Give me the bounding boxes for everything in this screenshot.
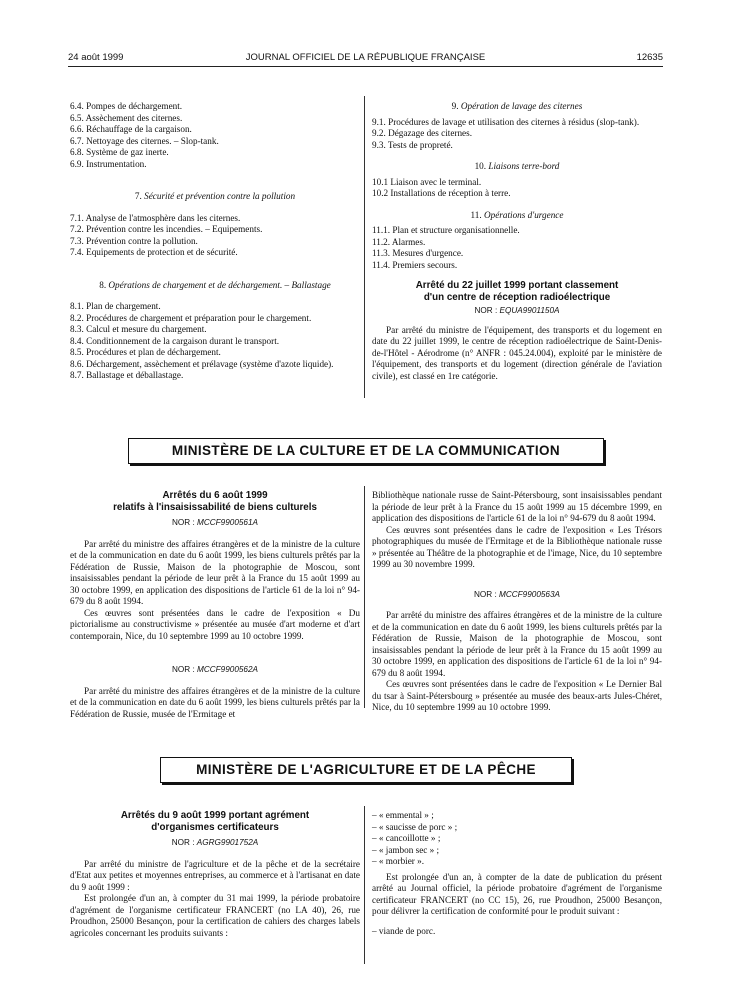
list-item: 6.6. Réchauffage de la cargaison. xyxy=(70,124,192,134)
list-item: 6.8. Système de gaz inerte. xyxy=(70,147,169,157)
arrete-body: Par arrêté du ministre de l'équipement, des transports et du logement en date du 22 juillet 1999, le centre de réception radioélectrique de Saint-Denis-de-l'Hôtel - Aérodrome (n° ANFR : 045.24.004), exploité par le ministère de l'équipement, des transports et du logement (direction générale de l'aviation civile), est classé en 1re catégorie. xyxy=(372,324,662,381)
list-item: 7.2. Prévention contre les incendies. – Equipements. xyxy=(70,224,263,234)
section-heading: 9. Opération de lavage des citernes xyxy=(451,101,583,111)
section-heading: 7. Sécurité et prévention contre la pollution xyxy=(134,191,296,201)
list-item: 7.4. Equipements de protection et de sécurité. xyxy=(70,247,238,257)
list-item: – « saucisse de porc » ; xyxy=(372,821,458,832)
agri-left-column xyxy=(70,810,360,939)
list-item: 6.4. Pompes de déchargement. xyxy=(70,101,183,111)
paragraph: Par arrêté du ministre des affaires étrangères et de la ministre de la culture et de la communication en date du 6 août 1999, les biens culturels prêtés par la Fédération de Russie, Maison de la photographie de Moscou, sont insaisissables pendant la période de leur prêt à la France du 15 août 1999 au 30 octobre 1999, en application des dispositions de l'article 61 de la loi n° 94-679 du 8 août 1994. xyxy=(372,610,662,678)
product-list xyxy=(372,810,662,868)
arrete-title: Arrêtés du 9 août 1999 portant agrément xyxy=(120,810,310,821)
culture-right-column xyxy=(372,490,662,714)
list-item: 9.3. Tests de propreté. xyxy=(372,139,453,150)
list-item: 8.2. Procédures de chargement et préparation pour le chargement. xyxy=(70,312,312,323)
list-item: – viande de porc. xyxy=(372,925,436,936)
list-item: 7.1. Analyse de l'atmosphère dans les citernes. xyxy=(70,212,241,223)
paragraph: Ces œuvres sont présentées dans le cadre de l'exposition « Du pictorialisme au constructivisme » présentée au musée d'art moderne et d'art contemporain, Nice, du 10 septembre 1999 au 10 octobre 1999. xyxy=(70,607,360,641)
nor-reference: NOR : MCCF9900562A xyxy=(171,665,258,674)
list-item: – « jambon sec » ; xyxy=(372,844,440,855)
list-item: 11.2. Alarmes. xyxy=(372,236,426,247)
nor-reference: NOR : MCCF9900561A xyxy=(171,518,258,527)
list-item: 8.3. Calcul et mesure du chargement. xyxy=(70,324,207,334)
paragraph: Ces œuvres sont présentées dans le cadre de l'exposition « Le Dernier Bal du tsar à Saint-Pétersbourg » présentée au musée des beaux-arts Jules-Chéret, Nice, du 10 septembre 1999 au 10 octobre 1999. xyxy=(372,679,662,712)
list-item: 6.7. Nettoyage des citernes. – Slop-tank. xyxy=(70,135,219,146)
arrete-title: relatifs à l'insaisissabilité de biens culturels xyxy=(113,501,317,513)
list-item: 8.4. Conditionnement de la cargaison durant le transport. xyxy=(70,335,280,346)
top-right-column xyxy=(372,101,662,382)
list-item: 6.5. Assèchement des citernes. xyxy=(70,112,183,123)
paragraph: Est prolongée d'un an, à compter du 31 mai 1999, la période probatoire d'agrément de l'organisme certificateur FRANCERT (no LA 40), 26, rue Proudhon, 25000 Besançon, pour la certification de cahiers des charges labels agricoles concernant les produits suivants : xyxy=(70,893,360,938)
list-item: 9.1. Procédures de lavage et utilisation des citernes à résidus (slop-tank). xyxy=(372,116,640,127)
arrete-title: d'organismes certificateurs xyxy=(151,821,279,833)
agri-right-column xyxy=(372,810,662,937)
section-heading: 8. Opérations de chargement et de déchargement. – Ballastage xyxy=(99,279,331,290)
list-item: 10.2 Installations de réception à terre. xyxy=(372,188,511,198)
nor-reference: NOR : EQUA9901150A xyxy=(474,306,560,315)
list-item: 8.1. Plan de chargement. xyxy=(70,301,161,311)
list-item: 9.2. Dégazage des citernes. xyxy=(372,128,472,138)
arrete-title: d'un centre de réception radioélectrique xyxy=(423,291,611,303)
ministry-banner-text: MINISTÈRE DE L'AGRICULTURE ET DE LA PÊCHE xyxy=(196,762,536,777)
header-rule xyxy=(68,66,663,67)
paragraph: Par arrêté du ministre de l'agriculture et de la pêche et de la secrétaire d'Etat aux petites et moyennes entreprises, au commerce et à l'artisanat en date du 9 août 1999 : xyxy=(70,858,360,892)
culture-left-column xyxy=(70,490,360,720)
column-divider xyxy=(364,806,365,964)
paragraph: Est prolongée d'un an, à compter de la date de publication du présent arrêté au Journal officiel, la période probatoire d'agrément de l'organisme certificateur FRANCERT (no CC 15), 26, rue Proudhon, 25000 Besançon, pour délivrer la certification de conformité pour le produit suivant : xyxy=(372,871,662,916)
ministry-banner-text: MINISTÈRE DE LA CULTURE ET DE LA COMMUNICATION xyxy=(171,443,561,458)
section-heading: 11. Opérations d'urgence xyxy=(470,209,564,220)
list-item: – « cancoillotte » ; xyxy=(372,833,441,843)
header-journal-title: JOURNAL OFFICIEL DE LA RÉPUBLIQUE FRANÇAISE xyxy=(245,52,486,63)
paragraph: Par arrêté du ministre des affaires étrangères et de la ministre de la culture et de la communication en date du 6 août 1999, les biens culturels prêtés par la Fédération de Russie, musée de l'Ermitage et xyxy=(70,685,360,719)
list-item: 6.9. Instrumentation. xyxy=(70,158,147,169)
list-item: 11.1. Plan et structure organisationnelle. xyxy=(372,225,520,235)
list-item: 11.3. Mesures d'urgence. xyxy=(372,248,464,258)
nor-reference: NOR : AGRG9901752A xyxy=(171,838,259,847)
list-item: – « morbier ». xyxy=(372,856,425,866)
arrete-title: Arrêtés du 6 août 1999 xyxy=(162,490,268,501)
section-heading: 10. Liaisons terre-bord xyxy=(474,161,560,171)
ministry-banner xyxy=(128,438,604,464)
header-page-number: 12635 xyxy=(636,52,663,63)
nor-reference: NOR : MCCF9900563A xyxy=(473,589,560,599)
arrete-title: Arrêté du 22 juillet 1999 portant classement xyxy=(415,280,619,291)
list-item: 8.5. Procédures et plan de déchargement. xyxy=(70,347,221,357)
list-item: 8.6. Déchargement, assèchement et prélavage (système d'azote liquide). xyxy=(70,358,334,369)
list-item: 8.7. Ballastage et déballastage. xyxy=(70,370,184,380)
ministry-banner xyxy=(160,757,572,783)
header-date: 24 août 1999 xyxy=(68,52,124,63)
paragraph: Par arrêté du ministre des affaires étrangères et de la ministre de la culture et de la communication en date du 6 août 1999, les biens culturels prêtés par la Fédération de Russie, Maison de la photographie de Moscou, sont insaisissables pendant la période de leur prêt à la France du 15 août 1999 au 30 octobre 1999, en application des dispositions de l'article 61 de la loi n° 94-679 du 8 août 1994. xyxy=(70,538,360,606)
paragraph: Ces œuvres sont présentées dans le cadre de l'exposition « Les Trésors photographiques du musée de l'Ermitage et de la Bibliothèque nationale russe » présentée au Théâtre de la photographie et de l'image, Nice, du 10 septembre 1999 au 30 novembre 1999. xyxy=(372,524,662,569)
list-item: 10.1 Liaison avec le terminal. xyxy=(372,176,482,187)
paragraph: Bibliothèque nationale russe de Saint-Pétersbourg, sont insaisissables pendant la période de leur prêt à la France du 15 août 1999 au 15 décembre 1999, en application des dispositions de l'article 61 de la loi n° 94-679 du 8 août 1994. xyxy=(372,490,662,523)
column-divider xyxy=(364,486,365,708)
top-left-column xyxy=(70,101,360,382)
list-item: 11.4. Premiers secours. xyxy=(372,259,458,270)
list-item: 7.3. Prévention contre la pollution. xyxy=(70,235,198,246)
column-divider xyxy=(364,96,365,398)
list-item: – « emmental » ; xyxy=(372,810,434,820)
page-header xyxy=(68,52,663,66)
